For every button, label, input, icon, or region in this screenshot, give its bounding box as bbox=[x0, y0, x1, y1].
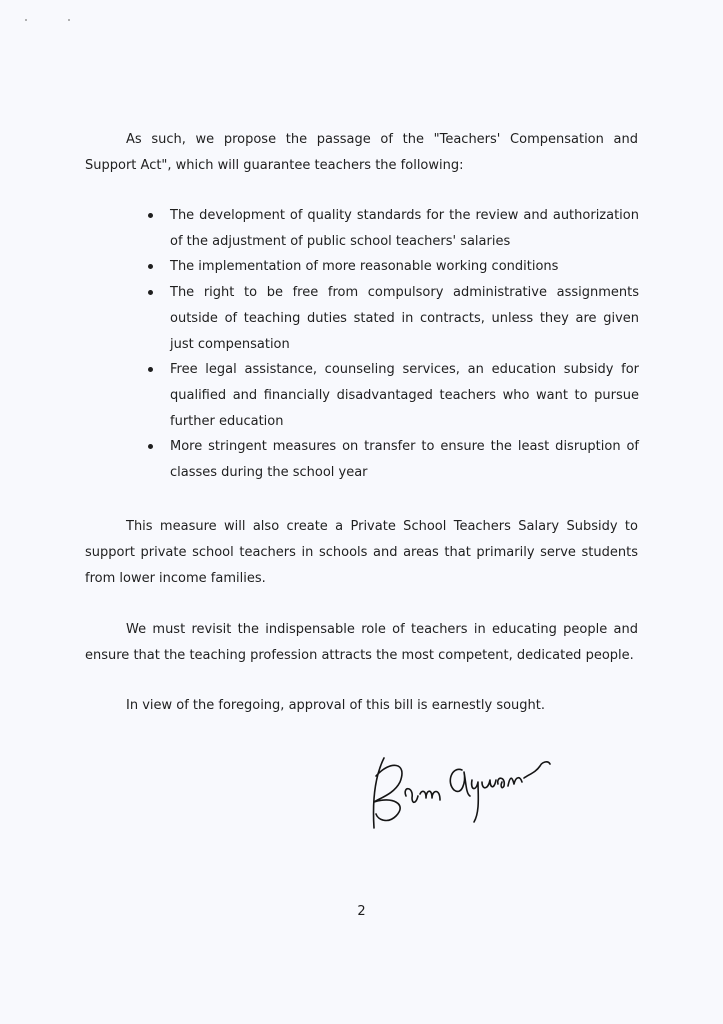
bullet-icon bbox=[148, 264, 153, 269]
list-item-text: Free legal assistance, counseling services, an education subsidy for qualified and financially disadvantaged teachers who want to pursue further education bbox=[170, 362, 639, 429]
intro-paragraph: As such, we propose the passage of the "Teachers' Compensation and Support Act", which will guarantee teachers the following: bbox=[85, 132, 638, 173]
scan-speck bbox=[25, 19, 27, 21]
list-item-text: More stringent measures on transfer to ensure the least disruption of classes during the school year bbox=[170, 439, 639, 481]
closing-paragraph: In view of the foregoing, approval of this bill is earnestly sought. bbox=[126, 698, 546, 713]
subsidy-paragraph: This measure will also create a Private School Teachers Salary Subsidy to support private school teachers in schools and areas that primarily serve students from lower income families. bbox=[85, 519, 638, 586]
page-number: 2 bbox=[357, 904, 366, 919]
list-item bbox=[146, 357, 639, 434]
list-item-text: The development of quality standards for the review and authorization of the adjustment of public school teachers' salaries bbox=[170, 208, 639, 249]
list-item bbox=[146, 203, 639, 254]
list-item-text: The implementation of more reasonable working conditions bbox=[170, 259, 559, 275]
handwritten-signature bbox=[362, 746, 562, 836]
scan-speck bbox=[68, 19, 70, 21]
bullet-icon bbox=[148, 290, 153, 295]
list-item bbox=[146, 254, 639, 280]
bullet-icon bbox=[148, 213, 153, 218]
list-item-text: The right to be free from compulsory administrative assignments outside of teaching duties stated in contracts, unless they are given just compensation bbox=[170, 285, 639, 352]
bullet-icon bbox=[148, 444, 153, 449]
list-item bbox=[146, 434, 639, 485]
benefits-list bbox=[146, 203, 639, 486]
revisit-paragraph: We must revisit the indispensable role of teachers in educating people and ensure that the teaching profession attracts the most competent, dedicated people. bbox=[85, 622, 638, 663]
list-item bbox=[146, 280, 639, 357]
bullet-icon bbox=[148, 367, 153, 372]
